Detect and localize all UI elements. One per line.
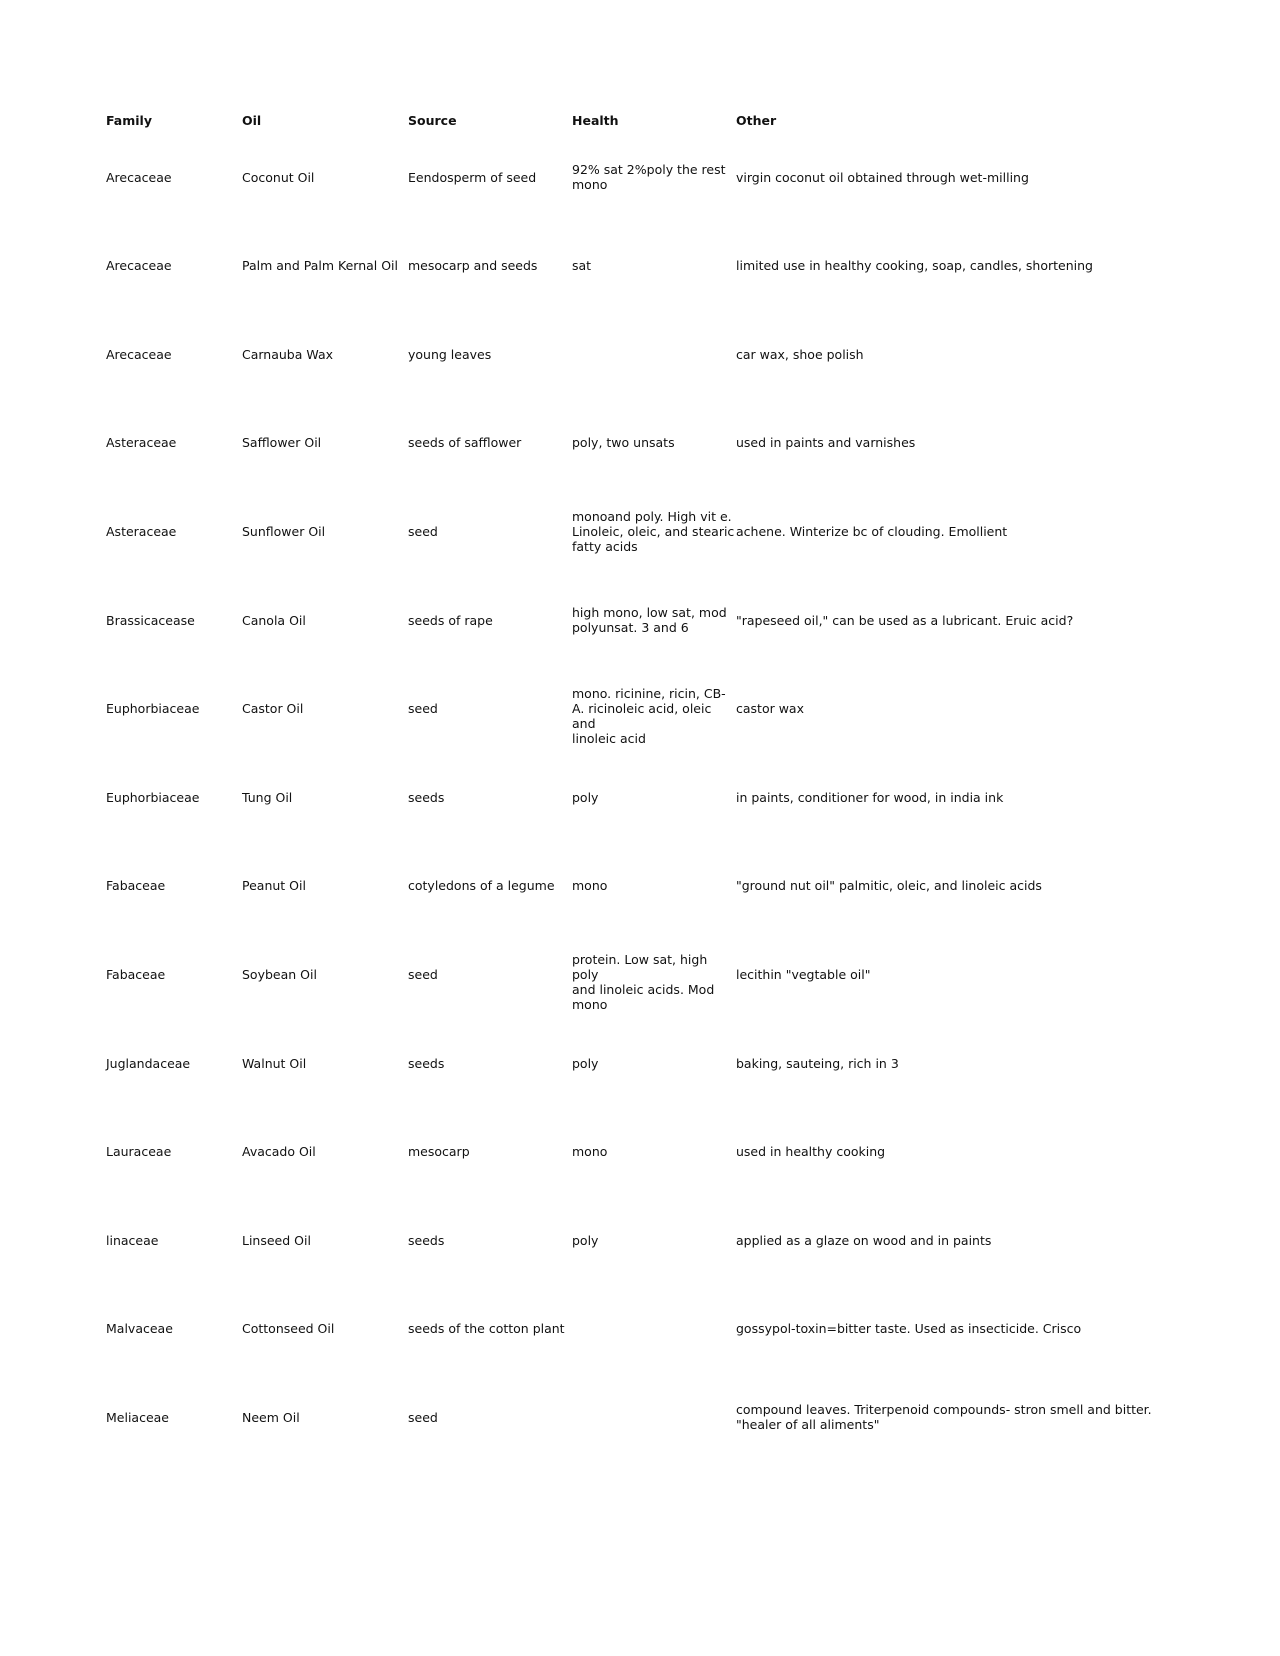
cell-source: seeds bbox=[408, 789, 445, 805]
cell-oil: Soybean Oil bbox=[242, 966, 317, 982]
cell-source: cotyledons of a legume bbox=[408, 878, 555, 894]
cell-other: gossypol-toxin=bitter taste. Used as insecticide. Crisco bbox=[736, 1321, 1082, 1337]
cell-oil: Palm and Palm Kernal Oil bbox=[242, 258, 399, 274]
cell-health: monoand poly. High vit e. Linoleic, oleic, and stearic fatty acids bbox=[572, 508, 735, 554]
cell-family: Juglandaceae bbox=[106, 1055, 191, 1071]
cell-other: lecithin "vegtable oil" bbox=[736, 966, 871, 982]
cell-family: Euphorbiaceae bbox=[106, 789, 200, 805]
cell-oil: Castor Oil bbox=[242, 701, 304, 717]
cell-family: Lauraceae bbox=[106, 1144, 172, 1160]
cell-health: poly bbox=[572, 1055, 599, 1071]
cell-other: used in healthy cooking bbox=[736, 1144, 886, 1160]
cell-other: in paints, conditioner for wood, in india ink bbox=[736, 789, 1004, 805]
cell-family: Malvaceae bbox=[106, 1321, 173, 1337]
cell-health: poly bbox=[572, 789, 599, 805]
cell-health: mono bbox=[572, 878, 608, 894]
cell-source: seeds of safflower bbox=[408, 435, 522, 451]
cell-family: Brassicacease bbox=[106, 612, 195, 628]
header-other: Other bbox=[736, 113, 777, 128]
cell-other: compound leaves. Triterpenoid compounds- stron smell and bitter. "healer of all aliments" bbox=[736, 1402, 1152, 1433]
cell-other: castor wax bbox=[736, 701, 804, 717]
cell-family: Meliaceae bbox=[106, 1409, 169, 1425]
cell-oil: Tung Oil bbox=[242, 789, 293, 805]
cell-health: poly bbox=[572, 1232, 599, 1248]
cell-family: Fabaceae bbox=[106, 878, 166, 894]
cell-family: Arecaceae bbox=[106, 258, 172, 274]
cell-oil: Cottonseed Oil bbox=[242, 1321, 335, 1337]
cell-oil: Linseed Oil bbox=[242, 1232, 311, 1248]
cell-other: achene. Winterize bc of clouding. Emollient bbox=[736, 523, 1008, 539]
cell-other: applied as a glaze on wood and in paints bbox=[736, 1232, 992, 1248]
cell-oil: Peanut Oil bbox=[242, 878, 306, 894]
cell-other: virgin coconut oil obtained through wet-milling bbox=[736, 169, 1029, 185]
cell-health: mono bbox=[572, 1144, 608, 1160]
cell-source: seeds bbox=[408, 1055, 445, 1071]
header-source: Source bbox=[408, 113, 457, 128]
cell-other: limited use in healthy cooking, soap, candles, shortening bbox=[736, 258, 1093, 274]
cell-family: Asteraceae bbox=[106, 435, 177, 451]
cell-health: poly, two unsats bbox=[572, 435, 675, 451]
cell-source: seed bbox=[408, 523, 438, 539]
cell-family: Arecaceae bbox=[106, 346, 172, 362]
cell-oil: Safflower Oil bbox=[242, 435, 322, 451]
cell-source: young leaves bbox=[408, 346, 492, 362]
cell-source: seeds of rape bbox=[408, 612, 493, 628]
cell-oil: Carnauba Wax bbox=[242, 346, 333, 362]
cell-oil: Sunflower Oil bbox=[242, 523, 326, 539]
cell-oil: Neem Oil bbox=[242, 1409, 300, 1425]
header-family: Family bbox=[106, 113, 152, 128]
cell-source: mesocarp and seeds bbox=[408, 258, 538, 274]
cell-health: protein. Low sat, high poly and linoleic acids. Mod mono bbox=[572, 951, 715, 1012]
cell-source: seeds bbox=[408, 1232, 445, 1248]
cell-source: seed bbox=[408, 701, 438, 717]
cell-family: Asteraceae bbox=[106, 523, 177, 539]
cell-health: 92% sat 2%poly the rest mono bbox=[572, 162, 726, 192]
cell-family: Fabaceae bbox=[106, 966, 166, 982]
cell-other: baking, sauteing, rich in 3 bbox=[736, 1055, 899, 1071]
cell-source: Eendosperm of seed bbox=[408, 169, 537, 185]
cell-oil: Canola Oil bbox=[242, 612, 306, 628]
cell-family: linaceae bbox=[106, 1232, 159, 1248]
cell-source: seeds of the cotton plant bbox=[408, 1321, 565, 1337]
cell-family: Euphorbiaceae bbox=[106, 701, 200, 717]
cell-health: mono. ricinine, ricin, CB- A. ricinoleic acid, oleic and linoleic acid bbox=[572, 686, 726, 747]
cell-family: Arecaceae bbox=[106, 169, 172, 185]
cell-oil: Coconut Oil bbox=[242, 169, 315, 185]
cell-other: used in paints and varnishes bbox=[736, 435, 916, 451]
cell-source: seed bbox=[408, 966, 438, 982]
cell-other: car wax, shoe polish bbox=[736, 346, 864, 362]
cell-oil: Avacado Oil bbox=[242, 1144, 316, 1160]
cell-source: mesocarp bbox=[408, 1144, 470, 1160]
cell-source: seed bbox=[408, 1409, 438, 1425]
cell-oil: Walnut Oil bbox=[242, 1055, 307, 1071]
cell-other: "ground nut oil" palmitic, oleic, and linoleic acids bbox=[736, 878, 1042, 894]
header-oil: Oil bbox=[242, 113, 262, 128]
cell-health: sat bbox=[572, 258, 592, 274]
cell-health: high mono, low sat, mod polyunsat. 3 and 6 bbox=[572, 605, 727, 635]
header-health: Health bbox=[572, 113, 619, 128]
cell-other: "rapeseed oil," can be used as a lubricant. Eruic acid? bbox=[736, 612, 1074, 628]
